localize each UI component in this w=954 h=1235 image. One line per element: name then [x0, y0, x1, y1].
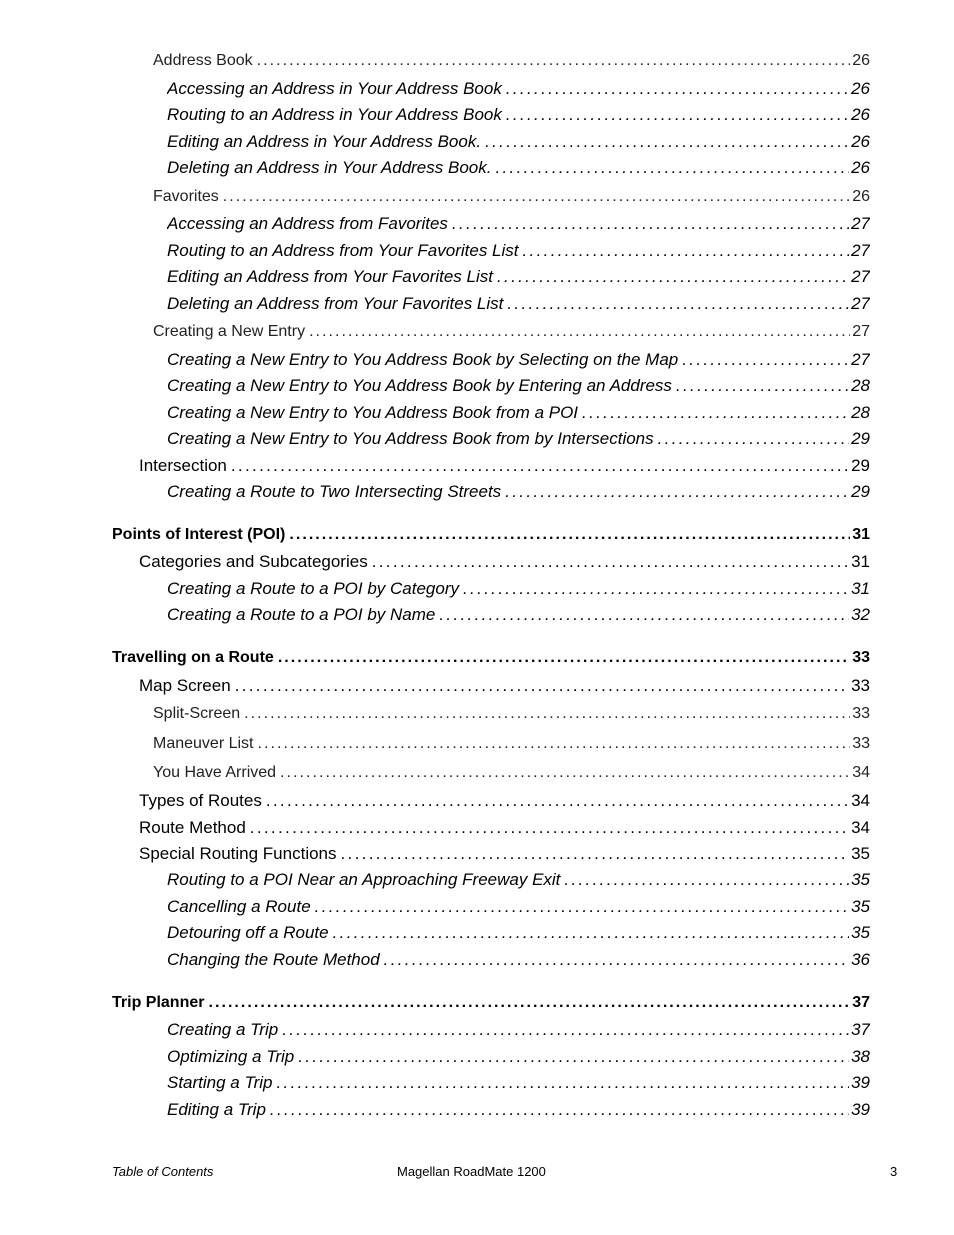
toc-entry-page: 28: [851, 376, 870, 395]
toc-dot-leader: [289, 526, 850, 544]
toc-entry[interactable]: [167, 132, 870, 152]
toc-entry-title: Categories and Subcategories: [139, 552, 368, 571]
toc-entry[interactable]: [153, 323, 870, 341]
toc-entry[interactable]: [139, 818, 870, 838]
toc-entry[interactable]: [167, 214, 870, 234]
footer-product-name: Magellan RoadMate 1200: [397, 1164, 546, 1179]
toc-entry[interactable]: [167, 429, 870, 449]
toc-entry-page: 35: [851, 923, 870, 942]
toc-entry-title: Maneuver List: [153, 735, 254, 752]
toc-entry-page: 32: [851, 605, 870, 624]
toc-dot-leader: [676, 376, 849, 396]
toc-entry-page: 34: [851, 818, 870, 837]
toc-dot-leader: [485, 132, 849, 152]
toc-entry-page: 35: [851, 844, 870, 863]
toc-entry-title: Routing to a POI Near an Approaching Freeway Exit: [167, 870, 561, 889]
toc-dot-leader: [208, 994, 850, 1012]
toc-entry-page: 35: [851, 870, 870, 889]
toc-entry[interactable]: [167, 267, 870, 287]
toc-dot-leader: [341, 844, 850, 864]
toc-entry-title: Routing to an Address in Your Address Book: [167, 105, 502, 124]
toc-entry[interactable]: [139, 676, 870, 696]
toc-entry[interactable]: [167, 1047, 870, 1067]
toc-entry-page: 37: [851, 1020, 870, 1039]
toc-dot-leader: [244, 705, 850, 723]
toc-entry-page: 31: [851, 579, 870, 598]
toc-entry-title: Split-Screen: [153, 705, 241, 722]
toc-entry-title: Creating a New Entry to You Address Book from a POI: [167, 403, 579, 422]
toc-dot-leader: [506, 105, 849, 125]
toc-dot-leader: [523, 241, 850, 261]
toc-entry-title: Cancelling a Route: [167, 897, 311, 916]
toc-dot-leader: [250, 818, 849, 838]
toc-entry[interactable]: [153, 52, 870, 70]
toc-dot-leader: [439, 605, 849, 625]
toc-entry[interactable]: [167, 605, 870, 625]
toc-entry-page: 31: [852, 526, 870, 543]
toc-dot-leader: [278, 649, 850, 667]
toc-entry-page: 26: [851, 132, 870, 151]
toc-entry-title: Accessing an Address from Favorites: [167, 214, 448, 233]
toc-entry-title: Trip Planner: [112, 994, 205, 1011]
toc-entry-page: 33: [852, 705, 870, 722]
toc-entry[interactable]: [167, 1020, 870, 1040]
toc-entry[interactable]: [167, 294, 870, 314]
toc-entry-title: Accessing an Address in Your Address Book: [167, 79, 502, 98]
toc-entry-title: Creating a New Entry to You Address Book from by Intersections: [167, 429, 654, 448]
toc-dot-leader: [223, 188, 850, 206]
toc-entry[interactable]: [167, 79, 870, 99]
toc-entry-title: Routing to an Address from Your Favorites List: [167, 241, 519, 260]
toc-entry-page: 27: [851, 350, 870, 369]
toc-entry[interactable]: [167, 105, 870, 125]
toc-entry[interactable]: [167, 376, 870, 396]
toc-dot-leader: [258, 735, 851, 753]
toc-entry-title: Creating a New Entry to You Address Book by Selecting on the Map: [167, 350, 679, 369]
toc-entry[interactable]: [167, 923, 870, 943]
toc-entry[interactable]: [112, 994, 870, 1012]
toc-entry-title: Editing an Address in Your Address Book.: [167, 132, 482, 151]
toc-entry[interactable]: [167, 403, 870, 423]
toc-dot-leader: [507, 294, 849, 314]
toc-entry[interactable]: [153, 188, 870, 206]
toc-entry-title: Route Method: [139, 818, 246, 837]
toc-dot-leader: [235, 676, 849, 696]
toc-entry-page: 29: [851, 482, 870, 501]
toc-entry-page: 27: [851, 294, 870, 313]
toc-entry[interactable]: [112, 649, 870, 667]
toc-dot-leader: [231, 456, 849, 476]
toc-entry-page: 33: [852, 649, 870, 666]
toc-dot-leader: [298, 1047, 849, 1067]
toc-entry-title: Types of Routes: [139, 791, 262, 810]
toc-dot-leader: [582, 403, 849, 423]
toc-entry[interactable]: [153, 735, 870, 753]
toc-entry[interactable]: [167, 897, 870, 917]
toc-entry[interactable]: [167, 579, 870, 599]
toc-entry[interactable]: [139, 844, 870, 864]
toc-dot-leader: [564, 870, 849, 890]
toc-entry-page: 26: [851, 79, 870, 98]
toc-entry-page: 29: [851, 429, 870, 448]
toc-entry-page: 35: [851, 897, 870, 916]
toc-entry-title: You Have Arrived: [153, 764, 277, 781]
toc-entry-page: 29: [851, 456, 870, 475]
toc-entry-title: Map Screen: [139, 676, 231, 695]
toc-entry[interactable]: [167, 1100, 870, 1120]
toc-dot-leader: [463, 579, 849, 599]
toc-entry-page: 26: [851, 105, 870, 124]
toc-entry-title: Intersection: [139, 456, 227, 475]
toc-entry-page: 33: [852, 735, 870, 752]
toc-entry[interactable]: [167, 241, 870, 261]
toc-entry-page: 36: [851, 950, 870, 969]
toc-dot-leader: [505, 482, 849, 502]
toc-entry-page: 39: [851, 1073, 870, 1092]
toc-entry-page: 27: [852, 323, 870, 340]
toc-entry-title: Points of Interest (POI): [112, 526, 286, 543]
toc-entry-title: Creating a Route to a POI by Name: [167, 605, 436, 624]
toc-dot-leader: [266, 791, 849, 811]
toc-entry-title: Starting a Trip: [167, 1073, 273, 1092]
toc-dot-leader: [372, 552, 849, 572]
toc-entry-page: 31: [851, 552, 870, 571]
toc-dot-leader: [658, 429, 849, 449]
toc-entry-title: Editing a Trip: [167, 1100, 266, 1119]
toc-dot-leader: [506, 79, 849, 99]
toc-dot-leader: [497, 267, 849, 287]
toc-entry-title: Address Book: [153, 52, 253, 69]
toc-entry-page: 28: [851, 403, 870, 422]
toc-dot-leader: [282, 1020, 849, 1040]
toc-entry-title: Creating a New Entry to You Address Book by Entering an Address: [167, 376, 672, 395]
footer-page-number: 3: [890, 1164, 898, 1179]
toc-dot-leader: [315, 897, 849, 917]
toc-dot-leader: [384, 950, 849, 970]
toc-entry-title: Changing the Route Method: [167, 950, 380, 969]
toc-dot-leader: [277, 1073, 850, 1093]
toc-dot-leader: [333, 923, 849, 943]
toc-entry-page: 34: [851, 791, 870, 810]
toc-entry-page: 38: [851, 1047, 870, 1066]
toc-entry-page: 26: [852, 188, 870, 205]
toc-entry[interactable]: [167, 1073, 870, 1093]
toc-entry-page: 27: [851, 241, 870, 260]
toc-entry-title: Deleting an Address from Your Favorites List: [167, 294, 504, 313]
toc-entry[interactable]: [167, 350, 870, 370]
toc-entry[interactable]: [167, 158, 870, 178]
toc-entry-title: Travelling on a Route: [112, 649, 274, 666]
toc-entry[interactable]: [139, 552, 870, 572]
toc-entry-page: 39: [851, 1100, 870, 1119]
toc-entry-title: Creating a Trip: [167, 1020, 279, 1039]
toc-entry[interactable]: [167, 950, 870, 970]
toc-entry[interactable]: [112, 526, 870, 544]
toc-entry-page: 37: [852, 994, 870, 1011]
toc-dot-leader: [257, 52, 851, 70]
footer-section-title: Table of Contents: [112, 1164, 214, 1179]
toc-dot-leader: [270, 1100, 849, 1120]
toc-entry[interactable]: [139, 456, 870, 476]
toc-entry[interactable]: [139, 791, 870, 811]
toc-entry-page: 34: [852, 764, 870, 781]
toc-entry-title: Creating a Route to a POI by Category: [167, 579, 459, 598]
toc-entry-title: Creating a New Entry: [153, 323, 306, 340]
toc-entry-title: Editing an Address from Your Favorites List: [167, 267, 493, 286]
toc-dot-leader: [309, 323, 850, 341]
toc-entry-page: 33: [851, 676, 870, 695]
toc-entry[interactable]: [153, 705, 870, 723]
toc-dot-leader: [452, 214, 849, 234]
toc-entry[interactable]: [153, 764, 870, 782]
toc-entry-title: Deleting an Address in Your Address Book.: [167, 158, 492, 177]
toc-entry[interactable]: [167, 482, 870, 502]
toc-entry-title: Detouring off a Route: [167, 923, 329, 942]
toc-entry-title: Creating a Route to Two Intersecting Streets: [167, 482, 502, 501]
toc-entry-page: 26: [851, 158, 870, 177]
toc-entry-title: Favorites: [153, 188, 219, 205]
toc-entry-page: 27: [851, 214, 870, 233]
toc-entry[interactable]: [167, 870, 870, 890]
toc-dot-leader: [495, 158, 849, 178]
toc-entry-title: Special Routing Functions: [139, 844, 337, 863]
toc-entry-page: 27: [851, 267, 870, 286]
toc-entry-page: 26: [852, 52, 870, 69]
toc-entry-title: Optimizing a Trip: [167, 1047, 295, 1066]
toc-dot-leader: [280, 764, 850, 782]
toc-dot-leader: [682, 350, 849, 370]
